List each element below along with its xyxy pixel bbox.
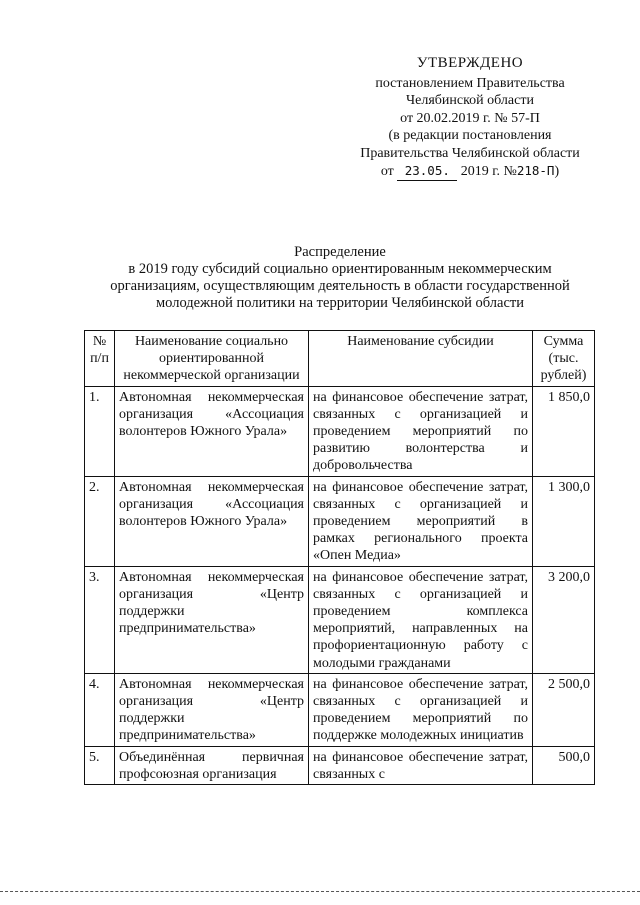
row-sum: 1 850,0 xyxy=(533,386,595,476)
row-org: Автономная некоммерческая организация «Центр поддержки предпринимательства» xyxy=(115,673,309,746)
table-row xyxy=(85,476,595,566)
page-bottom-rule xyxy=(0,891,640,892)
row-sum: 500,0 xyxy=(533,746,595,784)
row-num: 4. xyxy=(85,673,115,746)
header-num: № п/п xyxy=(85,331,115,387)
table-row xyxy=(85,673,595,746)
row-org: Объединённая первичная профсоюзная организация xyxy=(115,746,309,784)
row-org: Автономная некоммерческая организация «Ассоциация волонтеров Южного Урала» xyxy=(115,386,309,476)
row-sum: 3 200,0 xyxy=(533,566,595,673)
row-num: 5. xyxy=(85,746,115,784)
approval-line: Челябинской области xyxy=(406,93,534,108)
approval-line: Правительства Челябинской области xyxy=(360,145,580,161)
approval-line: постановлением Правительства xyxy=(375,75,565,91)
row-subsidy: на финансовое обеспечение затрат, связанных с организацией и проведением мероприятий в рамках регионального проекта «Опен Медиа» xyxy=(309,476,533,566)
amendment-prefix: от xyxy=(380,164,394,179)
heading-subtitle: в 2019 году субсидий социально ориентированным некоммерческим организациям, осуществляющим деятельность в области государственной молодежной политики на территории Челябинской области xyxy=(110,261,570,311)
approval-block xyxy=(330,55,610,181)
amendment-date: 23.05. xyxy=(397,162,457,181)
row-org: Автономная некоммерческая организация «Ассоциация волонтеров Южного Урала» xyxy=(115,476,309,566)
row-sum: 1 300,0 xyxy=(533,476,595,566)
table-row xyxy=(85,566,595,673)
document-heading xyxy=(105,244,575,312)
row-num: 3. xyxy=(85,566,115,673)
row-subsidy: на финансовое обеспечение затрат, связанных с xyxy=(309,746,533,784)
table-row xyxy=(85,386,595,476)
header-org: Наименование социально ориентированной некоммерческой организации xyxy=(115,331,309,387)
row-num: 2. xyxy=(85,476,115,566)
amendment-suffix: ) xyxy=(554,164,560,179)
row-subsidy: на финансовое обеспечение затрат, связанных с организацией и проведением мероприятий по развитию волонтерства и добровольчества xyxy=(309,386,533,476)
amendment-number: 218-П xyxy=(516,163,555,178)
row-subsidy: на финансовое обеспечение затрат, связанных с организацией и проведением мероприятий по поддержке молодежных инициатив xyxy=(309,673,533,746)
table-row xyxy=(85,746,595,784)
row-sum: 2 500,0 xyxy=(533,673,595,746)
amendment-middle: 2019 г. № xyxy=(460,164,517,179)
amendment-line xyxy=(330,162,610,181)
approval-line: (в редакции постановления xyxy=(388,128,552,143)
row-org: Автономная некоммерческая организация «Центр поддержки предпринимательства» xyxy=(115,566,309,673)
table-header-row xyxy=(85,331,595,387)
header-sum: Сумма (тыс. рублей) xyxy=(533,331,595,387)
row-subsidy: на финансовое обеспечение затрат, связанных с организацией и проведением комплекса мероприятий, направленных на профориентационную работу с молодыми гражданами xyxy=(309,566,533,673)
approval-title: УТВЕРЖДЕНО xyxy=(416,55,524,71)
heading-title: Распределение xyxy=(294,244,386,260)
subsidies-table xyxy=(84,330,595,785)
row-num: 1. xyxy=(85,386,115,476)
header-subsidy: Наименование субсидии xyxy=(309,331,533,387)
approval-line: от 20.02.2019 г. № 57-П xyxy=(400,110,540,126)
